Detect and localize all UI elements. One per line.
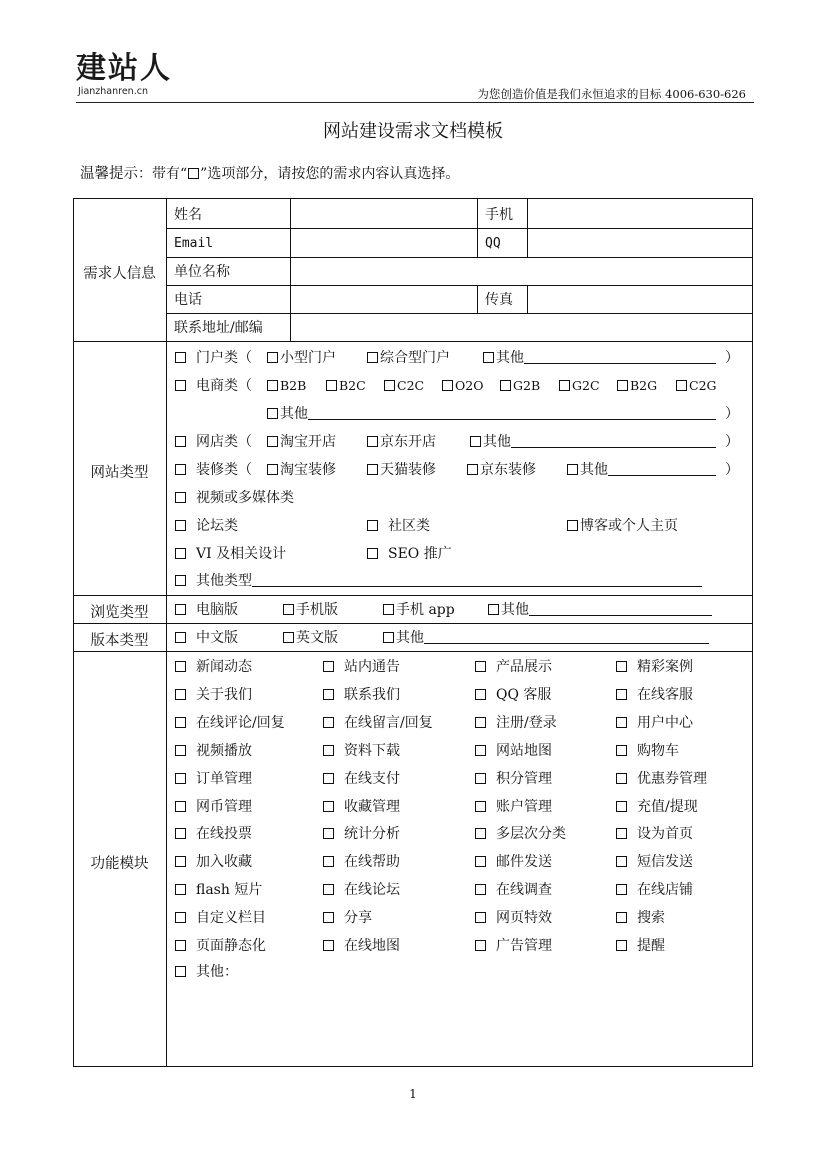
option-label: flash 短片 bbox=[196, 882, 263, 899]
option-mobile-site[interactable] bbox=[283, 601, 338, 619]
option-label: 多层次分类 bbox=[496, 826, 566, 843]
checkbox-icon[interactable] bbox=[475, 773, 486, 784]
option-label: 分享 bbox=[344, 910, 372, 927]
header-slogan: 为您创造价值是我们永恒追求的目标 4006-630-626 bbox=[477, 87, 746, 101]
checkbox-icon[interactable] bbox=[616, 717, 627, 728]
option-label: 博客或个人主页 bbox=[580, 518, 678, 534]
option-label: 搜索 bbox=[637, 910, 665, 927]
option-shop-other[interactable] bbox=[470, 433, 716, 451]
section-divider bbox=[73, 651, 753, 652]
checkbox-icon[interactable] bbox=[559, 380, 570, 391]
checkbox-icon[interactable] bbox=[283, 632, 294, 643]
feature-option[interactable] bbox=[616, 742, 679, 760]
feature-option[interactable] bbox=[616, 686, 693, 704]
option-g2b[interactable] bbox=[500, 377, 540, 395]
checkbox-icon[interactable] bbox=[676, 380, 687, 391]
checkbox-icon[interactable] bbox=[383, 604, 394, 615]
option-label: 优惠券管理 bbox=[637, 770, 707, 787]
checkbox-icon[interactable] bbox=[475, 717, 486, 728]
checkbox-icon[interactable] bbox=[616, 661, 627, 672]
option-label: 邮件发送 bbox=[496, 854, 552, 871]
option-label: 其他 bbox=[580, 462, 608, 478]
option-label: 其他 bbox=[483, 434, 511, 450]
feature-option[interactable] bbox=[323, 686, 400, 704]
name-field[interactable] bbox=[291, 199, 476, 227]
page-number: 1 bbox=[409, 1087, 417, 1101]
option-label: 电脑版 bbox=[196, 602, 238, 618]
checkbox-icon[interactable] bbox=[442, 380, 453, 391]
option-label: 在线支付 bbox=[344, 770, 400, 787]
checkbox-icon[interactable] bbox=[323, 940, 334, 951]
option-label: 在线论坛 bbox=[344, 882, 400, 899]
feature-option[interactable] bbox=[475, 798, 552, 816]
option-label: O2O bbox=[455, 378, 484, 393]
option-label: 京东装修 bbox=[480, 462, 536, 478]
checkbox-icon[interactable] bbox=[367, 436, 378, 447]
tip-colon: ： bbox=[138, 166, 152, 182]
option-label: 在线地图 bbox=[344, 938, 400, 954]
qq-label: QQ bbox=[485, 236, 501, 251]
option-label: 统计分析 bbox=[344, 826, 400, 843]
option-label: 小型门户 bbox=[280, 350, 336, 366]
feature-option[interactable] bbox=[323, 881, 400, 899]
option-label: 精彩案例 bbox=[637, 659, 693, 675]
option-label: 手机版 bbox=[296, 602, 338, 618]
section-label-site-type: 网站类型 bbox=[90, 465, 149, 481]
option-label: 社区类 bbox=[388, 518, 430, 534]
option-b2c[interactable] bbox=[326, 377, 366, 395]
fax-label: 传真 bbox=[485, 292, 513, 308]
option-label: 新闻动态 bbox=[196, 659, 252, 675]
feature-option[interactable] bbox=[616, 881, 693, 899]
section-divider bbox=[73, 341, 753, 342]
option-label: C2G bbox=[689, 378, 717, 393]
email-field[interactable] bbox=[291, 229, 476, 256]
option-label: 其他： bbox=[196, 964, 238, 980]
option-label: B2C bbox=[339, 378, 366, 393]
checkbox-icon[interactable] bbox=[175, 884, 186, 895]
option-label: 其他 bbox=[280, 406, 308, 422]
option-label: 资料下载 bbox=[344, 742, 400, 759]
feature-option[interactable] bbox=[175, 742, 252, 760]
option-label: 提醒 bbox=[637, 938, 665, 954]
checkbox-icon[interactable] bbox=[175, 773, 186, 784]
checkbox-icon[interactable] bbox=[323, 689, 334, 700]
feature-option[interactable] bbox=[475, 742, 552, 760]
option-label: 其他 bbox=[501, 602, 529, 618]
section-label-version: 版本类型 bbox=[90, 633, 149, 649]
checkbox-icon[interactable] bbox=[267, 380, 278, 391]
option-label: 在线调查 bbox=[496, 882, 552, 899]
version-other-fill-line[interactable] bbox=[424, 629, 709, 644]
option-forum[interactable] bbox=[175, 517, 238, 535]
option-version-other[interactable] bbox=[383, 629, 709, 647]
phone-field[interactable] bbox=[291, 286, 476, 312]
checkbox-icon[interactable] bbox=[323, 801, 334, 812]
feature-option[interactable] bbox=[475, 909, 552, 927]
checkbox-icon[interactable] bbox=[567, 464, 578, 475]
checkbox-icon[interactable] bbox=[475, 912, 486, 923]
option-label: 产品展示 bbox=[496, 659, 552, 675]
checkbox-icon[interactable] bbox=[500, 380, 511, 391]
feature-option[interactable] bbox=[323, 909, 372, 927]
ecommerce-close: ） bbox=[725, 406, 739, 422]
checkbox-icon[interactable] bbox=[175, 717, 186, 728]
checkbox-icon[interactable] bbox=[470, 436, 481, 447]
option-label: 在线留言/回复 bbox=[344, 714, 433, 731]
portal-close: ） bbox=[725, 350, 739, 366]
checkbox-icon[interactable] bbox=[475, 801, 486, 812]
name-label: 姓名 bbox=[174, 207, 202, 223]
decor-close: ） bbox=[725, 462, 739, 478]
company-label: 单位名称 bbox=[174, 264, 230, 280]
option-feature-other[interactable] bbox=[175, 963, 238, 981]
tip-text-after: ”选项部分，请按您的需求内容认真选择。 bbox=[200, 166, 460, 182]
option-label: G2B bbox=[513, 378, 541, 393]
feature-other-textarea[interactable] bbox=[167, 985, 752, 1065]
checkbox-icon[interactable] bbox=[175, 492, 186, 503]
checkbox-icon[interactable] bbox=[616, 828, 627, 839]
checkbox-ecommerce[interactable] bbox=[175, 380, 186, 391]
option-label: 网页特效 bbox=[496, 910, 552, 927]
checkbox-icon[interactable] bbox=[323, 745, 334, 756]
option-small-portal[interactable] bbox=[267, 349, 336, 367]
option-c2g[interactable] bbox=[676, 377, 717, 395]
checkbox-icon[interactable] bbox=[488, 604, 499, 615]
option-label: VI 及相关设计 bbox=[196, 546, 287, 562]
header-divider bbox=[76, 102, 754, 103]
feature-option[interactable] bbox=[475, 825, 566, 843]
option-video[interactable] bbox=[175, 489, 294, 507]
option-browse-other[interactable] bbox=[488, 601, 712, 619]
checkbox-icon[interactable] bbox=[383, 632, 394, 643]
option-label: 设为首页 bbox=[637, 826, 693, 843]
address-label: 联系地址/邮编 bbox=[174, 320, 263, 336]
feature-option[interactable] bbox=[175, 825, 252, 843]
checkbox-icon[interactable] bbox=[616, 745, 627, 756]
browse-other-fill-line[interactable] bbox=[529, 601, 712, 616]
feature-option[interactable] bbox=[175, 658, 252, 676]
checkbox-icon[interactable] bbox=[323, 884, 334, 895]
label-column-divider bbox=[166, 198, 167, 1067]
option-community[interactable] bbox=[367, 517, 430, 535]
logo-wordmark: 建站人 bbox=[76, 51, 172, 86]
option-label: 淘宝装修 bbox=[280, 462, 336, 478]
site-type-ecommerce-row bbox=[175, 377, 252, 395]
checkbox-icon[interactable] bbox=[175, 520, 186, 531]
option-label: C2C bbox=[397, 378, 425, 393]
decor-other-fill-line[interactable] bbox=[608, 461, 716, 476]
checkbox-portal[interactable] bbox=[175, 352, 186, 363]
option-label: 手机 app bbox=[396, 602, 455, 618]
checkbox-icon[interactable] bbox=[175, 801, 186, 812]
checkbox-icon[interactable] bbox=[175, 966, 186, 977]
company-field[interactable] bbox=[291, 258, 752, 284]
option-label: 视频或多媒体类 bbox=[196, 490, 294, 506]
option-ecommerce-other[interactable] bbox=[267, 405, 716, 423]
ecommerce-other-fill-line[interactable] bbox=[308, 405, 716, 420]
feature-option[interactable] bbox=[323, 658, 400, 676]
checkbox-icon[interactable] bbox=[323, 773, 334, 784]
checkbox-icon[interactable] bbox=[175, 604, 186, 615]
feature-option[interactable] bbox=[616, 825, 693, 843]
feature-option[interactable] bbox=[323, 853, 400, 871]
option-label: 在线客服 bbox=[637, 686, 693, 703]
logo-domain: Jianzhanren.cn bbox=[78, 86, 148, 97]
option-label: B2G bbox=[630, 378, 658, 393]
option-label: 广告管理 bbox=[496, 938, 552, 954]
option-label: 京东开店 bbox=[380, 434, 436, 450]
section-divider bbox=[73, 623, 753, 624]
phone-label: 电话 bbox=[174, 292, 202, 308]
option-seo[interactable] bbox=[367, 545, 452, 563]
feature-option[interactable] bbox=[616, 853, 693, 871]
option-label: 其他 bbox=[396, 630, 424, 646]
checkbox-icon[interactable] bbox=[323, 828, 334, 839]
checkbox-icon[interactable] bbox=[323, 717, 334, 728]
qq-field[interactable] bbox=[528, 229, 752, 256]
option-chinese[interactable] bbox=[175, 629, 238, 647]
checkbox-icon[interactable] bbox=[616, 856, 627, 867]
shop-other-fill-line[interactable] bbox=[511, 433, 716, 448]
option-label: B2B bbox=[280, 378, 307, 393]
feature-option[interactable] bbox=[323, 770, 400, 788]
option-label: 其他类型 bbox=[196, 573, 252, 589]
checkbox-icon[interactable] bbox=[616, 689, 627, 700]
option-other-type[interactable] bbox=[175, 572, 702, 590]
option-label: 购物车 bbox=[637, 742, 679, 759]
checkbox-icon[interactable] bbox=[175, 548, 186, 559]
section-divider bbox=[73, 595, 753, 596]
feature-option[interactable] bbox=[175, 853, 252, 871]
checkbox-icon[interactable] bbox=[616, 884, 627, 895]
checkbox-icon[interactable] bbox=[384, 380, 395, 391]
site-type-shop-row bbox=[175, 433, 252, 451]
feature-option[interactable] bbox=[475, 686, 551, 704]
option-label: SEO 推广 bbox=[388, 546, 452, 562]
feature-option[interactable] bbox=[475, 937, 552, 955]
address-field[interactable] bbox=[291, 314, 752, 340]
option-desktop[interactable] bbox=[175, 601, 238, 619]
feature-option[interactable] bbox=[175, 881, 262, 899]
option-label: 自定义栏目 bbox=[196, 910, 266, 927]
option-tmall-decor[interactable] bbox=[367, 461, 436, 479]
feature-option[interactable] bbox=[175, 798, 252, 816]
ecommerce-lead: 电商类（ bbox=[196, 378, 252, 394]
checkbox-icon[interactable] bbox=[283, 604, 294, 615]
option-b2b[interactable] bbox=[267, 377, 306, 395]
option-label: 综合型门户 bbox=[380, 350, 450, 366]
option-label: 积分管理 bbox=[496, 770, 552, 787]
feature-option[interactable] bbox=[616, 770, 707, 788]
option-label: 站内通告 bbox=[344, 659, 400, 675]
feature-option[interactable] bbox=[616, 714, 693, 732]
checkbox-icon[interactable] bbox=[616, 912, 627, 923]
option-jd-shop[interactable] bbox=[367, 433, 436, 451]
option-label: QQ 客服 bbox=[496, 686, 552, 703]
feature-option[interactable] bbox=[323, 742, 400, 760]
checkbox-icon[interactable] bbox=[367, 548, 378, 559]
document-title: 网站建设需求文档模板 bbox=[323, 121, 503, 142]
other-type-fill-line[interactable] bbox=[252, 572, 702, 587]
option-c2c[interactable] bbox=[384, 377, 424, 395]
option-g2c[interactable] bbox=[559, 377, 600, 395]
option-label: 网币管理 bbox=[196, 798, 252, 815]
option-taobao-shop[interactable] bbox=[267, 433, 336, 451]
option-comprehensive-portal[interactable] bbox=[367, 349, 450, 367]
checkbox-icon[interactable] bbox=[475, 884, 486, 895]
checkbox-icon[interactable] bbox=[475, 661, 486, 672]
column-divider bbox=[477, 285, 478, 313]
shop-lead: 网店类（ bbox=[196, 434, 252, 450]
feature-option[interactable] bbox=[475, 714, 557, 732]
option-label: 在线店铺 bbox=[637, 882, 693, 899]
portal-lead: 门户类（ bbox=[196, 350, 252, 366]
company-logo bbox=[76, 52, 196, 102]
option-label: 天猫装修 bbox=[380, 462, 436, 478]
checkbox-icon[interactable] bbox=[483, 352, 494, 363]
option-label: 收藏管理 bbox=[344, 798, 400, 815]
option-label: 订单管理 bbox=[196, 770, 252, 787]
decor-lead: 装修类（ bbox=[196, 462, 252, 478]
feature-option[interactable] bbox=[616, 909, 665, 927]
checkbox-sample-icon bbox=[188, 168, 199, 179]
feature-option[interactable] bbox=[175, 714, 285, 732]
option-label: 注册/登录 bbox=[496, 714, 557, 731]
column-divider bbox=[477, 198, 478, 257]
tip-text-before: 带有“ bbox=[152, 166, 188, 182]
option-label: 关于我们 bbox=[196, 686, 252, 703]
checkbox-icon[interactable] bbox=[616, 801, 627, 812]
feature-option[interactable] bbox=[616, 937, 665, 955]
section-label-browse: 浏览类型 bbox=[90, 605, 149, 621]
checkbox-icon[interactable] bbox=[367, 352, 378, 363]
tip-label: 温馨提示 bbox=[80, 166, 138, 182]
option-portal-other[interactable] bbox=[483, 349, 716, 367]
option-label: 网站地图 bbox=[496, 742, 552, 759]
option-jd-decor[interactable] bbox=[467, 461, 536, 479]
feature-option[interactable] bbox=[175, 770, 252, 788]
checkbox-icon[interactable] bbox=[326, 380, 337, 391]
feature-option[interactable] bbox=[323, 714, 433, 732]
checkbox-decor[interactable] bbox=[175, 464, 186, 475]
option-label: 其他 bbox=[496, 350, 524, 366]
site-type-portal-row bbox=[175, 349, 252, 367]
feature-option[interactable] bbox=[475, 853, 552, 871]
option-blog[interactable] bbox=[567, 517, 678, 535]
option-label: G2C bbox=[572, 378, 600, 393]
checkbox-icon[interactable] bbox=[475, 856, 486, 867]
checkbox-shop[interactable] bbox=[175, 436, 186, 447]
option-mobile-app[interactable] bbox=[383, 601, 455, 619]
option-label: 联系我们 bbox=[344, 686, 400, 703]
mobile-field[interactable] bbox=[528, 199, 752, 227]
fax-field[interactable] bbox=[528, 286, 752, 312]
checkbox-icon[interactable] bbox=[175, 745, 186, 756]
option-english[interactable] bbox=[283, 629, 338, 647]
checkbox-icon[interactable] bbox=[323, 912, 334, 923]
feature-option[interactable] bbox=[323, 937, 400, 955]
checkbox-icon[interactable] bbox=[267, 464, 278, 475]
feature-option[interactable] bbox=[323, 798, 400, 816]
option-label: 在线投票 bbox=[196, 826, 252, 843]
checkbox-icon[interactable] bbox=[175, 689, 186, 700]
checkbox-icon[interactable] bbox=[175, 575, 186, 586]
checkbox-icon[interactable] bbox=[267, 352, 278, 363]
checkbox-icon[interactable] bbox=[267, 436, 278, 447]
email-label: Email bbox=[174, 236, 214, 251]
section-label-requester: 需求人信息 bbox=[83, 266, 156, 282]
checkbox-icon[interactable] bbox=[175, 828, 186, 839]
option-taobao-decor[interactable] bbox=[267, 461, 336, 479]
site-type-decor-row bbox=[175, 461, 252, 479]
checkbox-icon[interactable] bbox=[175, 632, 186, 643]
checkbox-icon[interactable] bbox=[323, 661, 334, 672]
option-o2o[interactable] bbox=[442, 377, 483, 395]
option-label: 页面静态化 bbox=[196, 938, 266, 954]
option-label: 加入收藏 bbox=[196, 854, 252, 871]
checkbox-icon[interactable] bbox=[567, 520, 578, 531]
checkbox-icon[interactable] bbox=[475, 745, 486, 756]
option-label: 用户中心 bbox=[637, 714, 693, 731]
feature-option[interactable] bbox=[475, 658, 552, 676]
checkbox-icon[interactable] bbox=[617, 380, 628, 391]
checkbox-icon[interactable] bbox=[616, 940, 627, 951]
option-b2g[interactable] bbox=[617, 377, 657, 395]
checkbox-icon[interactable] bbox=[467, 464, 478, 475]
feature-option[interactable] bbox=[616, 658, 693, 676]
option-label: 英文版 bbox=[296, 630, 338, 646]
checkbox-icon[interactable] bbox=[367, 520, 378, 531]
checkbox-icon[interactable] bbox=[175, 912, 186, 923]
feature-option[interactable] bbox=[475, 881, 552, 899]
option-label: 短信发送 bbox=[637, 854, 693, 871]
shop-close: ） bbox=[725, 434, 739, 450]
feature-option[interactable] bbox=[175, 937, 266, 955]
feature-option[interactable] bbox=[175, 909, 266, 927]
option-vi-design[interactable] bbox=[175, 545, 286, 563]
checkbox-icon[interactable] bbox=[367, 464, 378, 475]
option-label: 充值/提现 bbox=[637, 798, 698, 815]
option-label: 在线评论/回复 bbox=[196, 714, 285, 731]
checkbox-icon[interactable] bbox=[175, 940, 186, 951]
checkbox-icon[interactable] bbox=[323, 856, 334, 867]
option-label: 在线帮助 bbox=[344, 854, 400, 871]
portal-other-fill-line[interactable] bbox=[524, 349, 716, 364]
checkbox-icon[interactable] bbox=[475, 689, 486, 700]
feature-option[interactable] bbox=[175, 686, 252, 704]
tip-line bbox=[80, 162, 459, 183]
checkbox-icon[interactable] bbox=[475, 940, 486, 951]
option-label: 视频播放 bbox=[196, 742, 252, 759]
option-label: 账户管理 bbox=[496, 798, 552, 815]
option-label: 中文版 bbox=[196, 630, 238, 646]
feature-option[interactable] bbox=[323, 825, 400, 843]
checkbox-icon[interactable] bbox=[616, 773, 627, 784]
section-label-features: 功能模块 bbox=[90, 856, 149, 872]
feature-option[interactable] bbox=[616, 798, 698, 816]
checkbox-icon[interactable] bbox=[267, 408, 278, 419]
option-label: 淘宝开店 bbox=[280, 434, 336, 450]
mobile-label: 手机 bbox=[485, 207, 513, 223]
option-label: 论坛类 bbox=[196, 518, 238, 534]
checkbox-icon[interactable] bbox=[175, 661, 186, 672]
checkbox-icon[interactable] bbox=[175, 856, 186, 867]
feature-option[interactable] bbox=[475, 770, 552, 788]
checkbox-icon[interactable] bbox=[475, 828, 486, 839]
option-decor-other[interactable] bbox=[567, 461, 716, 479]
